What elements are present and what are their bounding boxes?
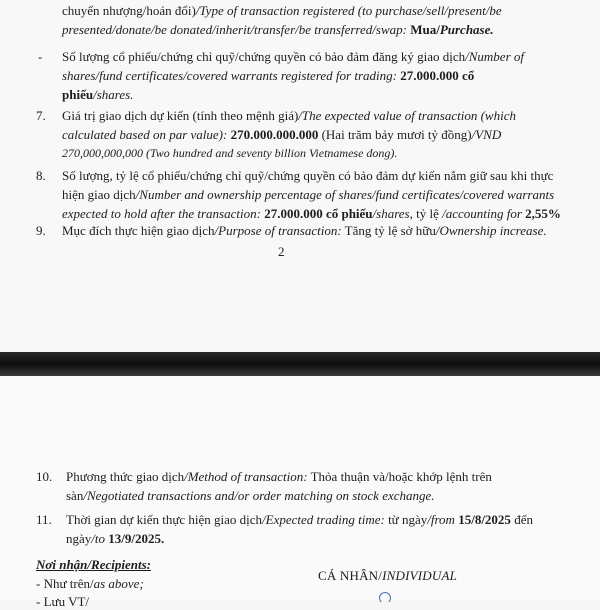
- item-11-text: Thời gian dự kiến thực hiện giao dịch/Expected trading time: từ ngày/from 15/8/2025 đến ngày/to 13/9/2025.: [66, 512, 533, 546]
- item-8-text: Số lượng, tỷ lệ cổ phiếu/chứng chỉ quỹ/chứng quyền có bảo đảm dự kiến nắm giữ sau khi thực hiện giao dịch/Number and ownership percentage of shares/fund certificates/covered warrants expected to hold after the transaction: 27.000.000 cổ phiếu/shares, tỷ lệ /accounting for 2,55%: [62, 168, 561, 221]
- bullet-dash: -: [38, 49, 43, 64]
- transaction-type-text: chuyển nhượng/hoán đổi)/Type of transaction registered (to purchase/sell/present/be presented/donate/be donated/inherit/transfer/be transferred/swap: Mua/Purchase.: [62, 3, 502, 37]
- recipient-item: - Như trên/as above;: [36, 576, 144, 591]
- item-9-text: Mục đích thực hiện giao dịch/Purpose of transaction: Tăng tỷ lệ sở hữu/Ownership increase.: [62, 223, 547, 238]
- page-gap: [0, 352, 600, 376]
- signature-heading: CÁ NHÂN/INDIVIDUAL: [318, 568, 458, 583]
- recipients-title: Nơi nhận/Recipients:: [36, 557, 151, 572]
- page-number: 2: [278, 244, 285, 259]
- item-9-number: 9.: [36, 223, 46, 238]
- item-11-number: 11.: [36, 512, 52, 527]
- registered-shares-text: Số lượng cổ phiếu/chứng chỉ quỹ/chứng quyền có bảo đảm đăng ký giao dịch/Number of shares/fund certificates/covered warrants registered for trading: 27.000.000 cổ phiếu/shares.: [62, 49, 525, 102]
- signature-mark: [379, 592, 391, 604]
- item-7-text: Giá trị giao dịch dự kiến (tính theo mệnh giá)/The expected value of transaction (which calculated based on par value): 270.000.000.000 (Hai trăm bảy mươi tỷ đồng)/VND 270,000,000,000 (Two hundred and seventy billion Vietnamese dong).: [62, 108, 516, 160]
- recipient-item: - Lưu VT/: [36, 594, 90, 609]
- item-10-number: 10.: [36, 469, 53, 484]
- item-7-number: 7.: [36, 108, 46, 123]
- item-10-text: Phương thức giao dịch/Method of transaction: Thỏa thuận và/hoặc khớp lệnh trên sàn/Negotiated transactions and/or order matching on stock exchange.: [66, 469, 492, 503]
- item-8-number: 8.: [36, 168, 46, 183]
